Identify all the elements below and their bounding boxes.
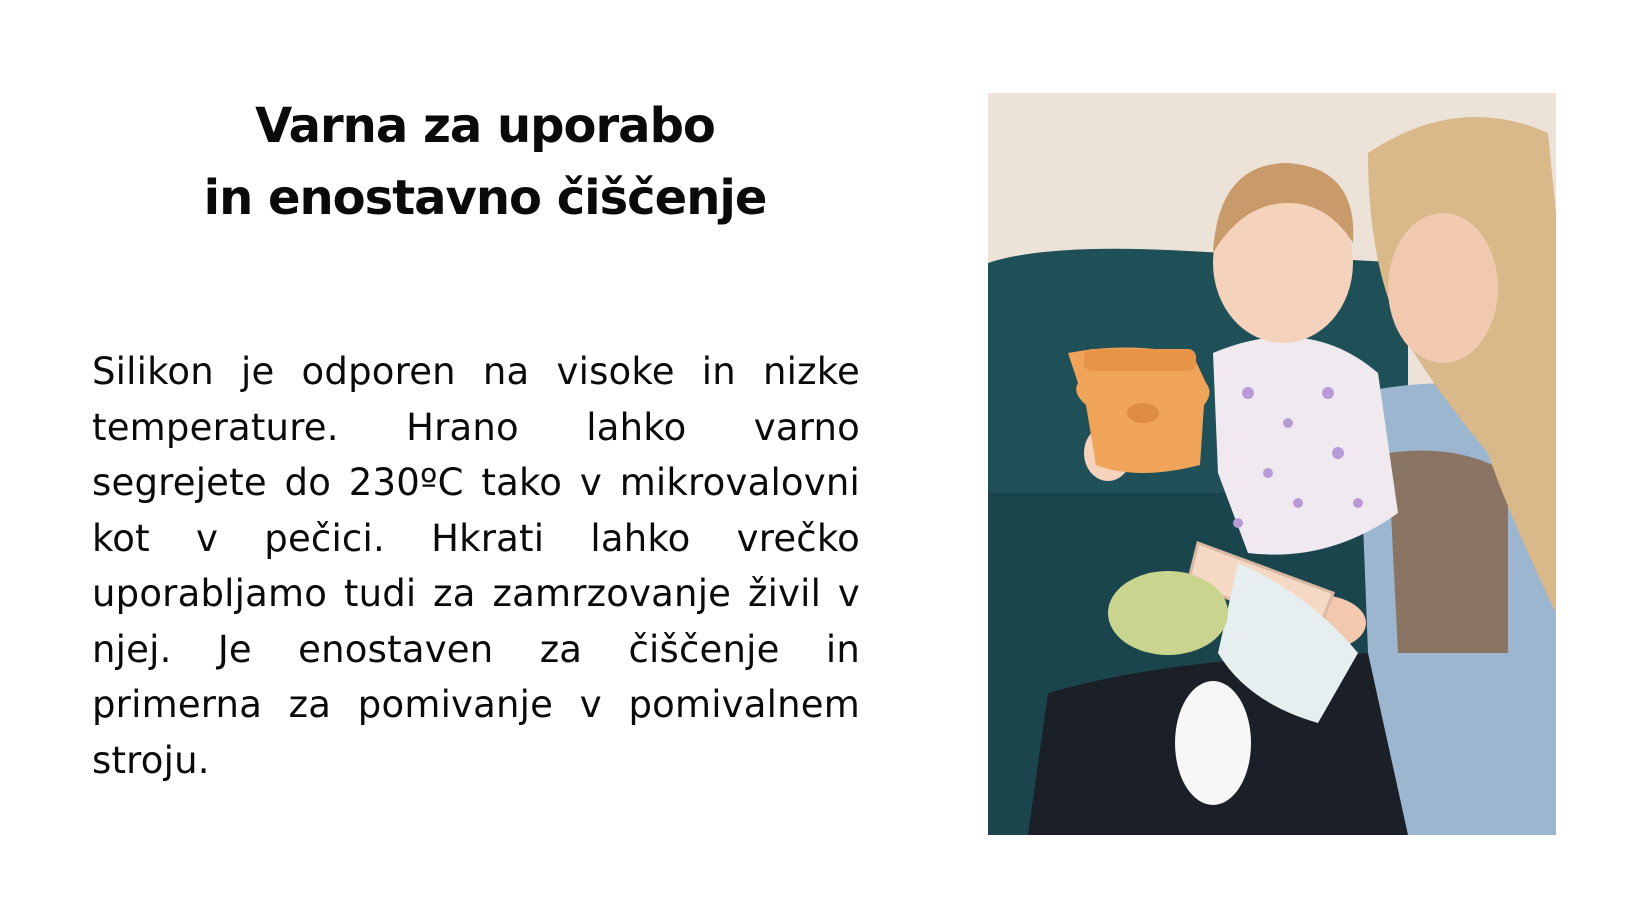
page-title (120, 90, 850, 234)
title-line-2: in enostavno čiščenje (203, 170, 767, 226)
body-paragraph: Silikon je odporen na visoke in nizke temperature. Hrano lahko varno segrejete do 230ºC tako v mikrovalovni kot v pečici. Hkrati lahko vrečko uporabljamo tudi za zamrzovanje živil v njej. Je enostaven za čiščenje in primerna za pomivanje v pomivalnem stroju. (92, 350, 860, 782)
photo-mother-face (1388, 213, 1498, 363)
photo-baby-shoe (1175, 681, 1251, 805)
title-line-1: Varna za uporabo (255, 98, 715, 154)
product-photo (988, 93, 1556, 835)
photo-cushion (1108, 571, 1228, 655)
photo-mother-top (1388, 451, 1508, 654)
photo-illustration (988, 93, 1556, 835)
